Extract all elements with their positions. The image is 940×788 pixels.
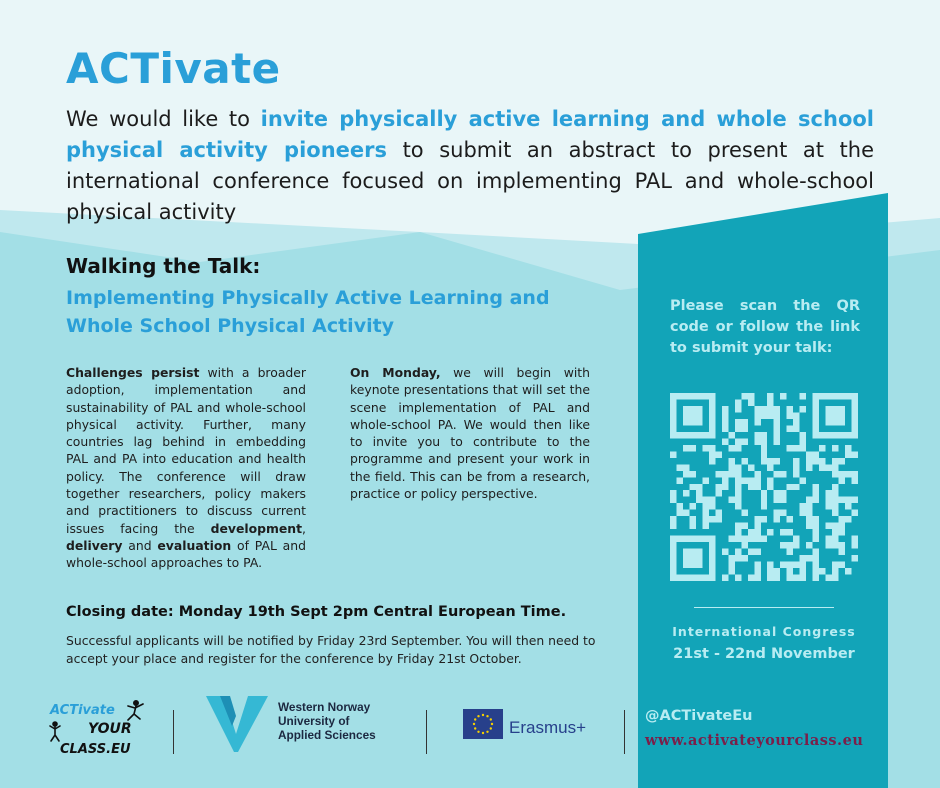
congress-label: International Congress xyxy=(672,624,856,639)
scan-instructions: Please scan the QR code or follow the link to submit your talk: xyxy=(670,298,860,356)
left-text-2: of PAL and whole-school approaches to PA. xyxy=(66,537,306,571)
closing-notice: Successful applicants will be notified by Friday 23rd September. You will then need to accept your place and register for the conference by Friday 21st October. xyxy=(66,633,596,666)
talk-title: Walking the Talk: xyxy=(66,254,261,278)
intro-text-end: to submit an abstract to present at the international conference focused on implementing PAL and whole-school physical activity xyxy=(66,138,875,224)
left-column-text xyxy=(66,364,306,572)
act-logo-line3: CLASS.EU xyxy=(60,742,131,757)
intro-paragraph xyxy=(66,104,874,228)
right-column-text xyxy=(350,364,590,502)
dancer-icon xyxy=(128,701,143,720)
act-logo-line1: ACTivate xyxy=(50,703,115,718)
activate-your-class-logo xyxy=(48,698,148,758)
footer-divider-3 xyxy=(624,710,625,754)
jumper-icon xyxy=(50,722,60,741)
closing-date: Closing date: Monday 19th Sept 2pm Central European Time. xyxy=(66,604,567,620)
left-bold-development: development xyxy=(210,520,303,536)
congress-dates: 21st - 22nd November xyxy=(673,646,855,662)
page-title: ACTivate xyxy=(66,44,281,93)
talk-subtitle: Implementing Physically Active Learning and Whole School Physical Activity xyxy=(66,287,550,337)
left-and: and xyxy=(122,537,158,553)
website-link[interactable]: www.activateyourclass.eu xyxy=(645,732,864,749)
footer-divider-1 xyxy=(173,710,174,754)
intro-highlight: invite physically active learning and whole school physical activity pioneers xyxy=(66,107,874,162)
left-bold-start: Challenges persist xyxy=(66,365,200,380)
eu-flag-icon xyxy=(463,709,503,739)
hvl-name xyxy=(278,700,376,742)
act-logo-line2: YOUR xyxy=(88,721,132,737)
left-comma: , xyxy=(302,520,306,536)
intro-text-start: We would like to xyxy=(66,107,261,131)
hvl-line-2: University of xyxy=(278,714,350,728)
left-bold-evaluation: evaluation xyxy=(157,537,232,553)
right-bold-start: On Monday, xyxy=(350,365,441,380)
right-text: we will begin with keynote presentations that will set the scene implementation of PAL and whole-school PA. We would then like to invite you to contribute to the programme and present your work in the field. This can be from a research, practice or policy perspective. xyxy=(350,365,590,502)
left-bold-delivery: delivery xyxy=(66,537,123,553)
left-text-1: with a broader adoption, implementation and sustainability of PAL and whole-school physical activity. Further, many countries lag behind in embedding PAL and PA into education and health policy. The conference will draw together researchers, policy makers and practitioners to discuss current issues facing the xyxy=(66,365,307,536)
erasmus-logo-text: Erasmus+ xyxy=(509,718,586,737)
panel-divider xyxy=(694,607,834,608)
hvl-line-1: Western Norway xyxy=(278,700,371,714)
hvl-logo-mark xyxy=(206,696,268,754)
social-handle[interactable]: @ACTivateEu xyxy=(645,708,753,724)
hvl-line-3: Applied Sciences xyxy=(278,728,376,742)
footer-divider-2 xyxy=(426,710,427,754)
qr-code[interactable] xyxy=(670,393,858,581)
